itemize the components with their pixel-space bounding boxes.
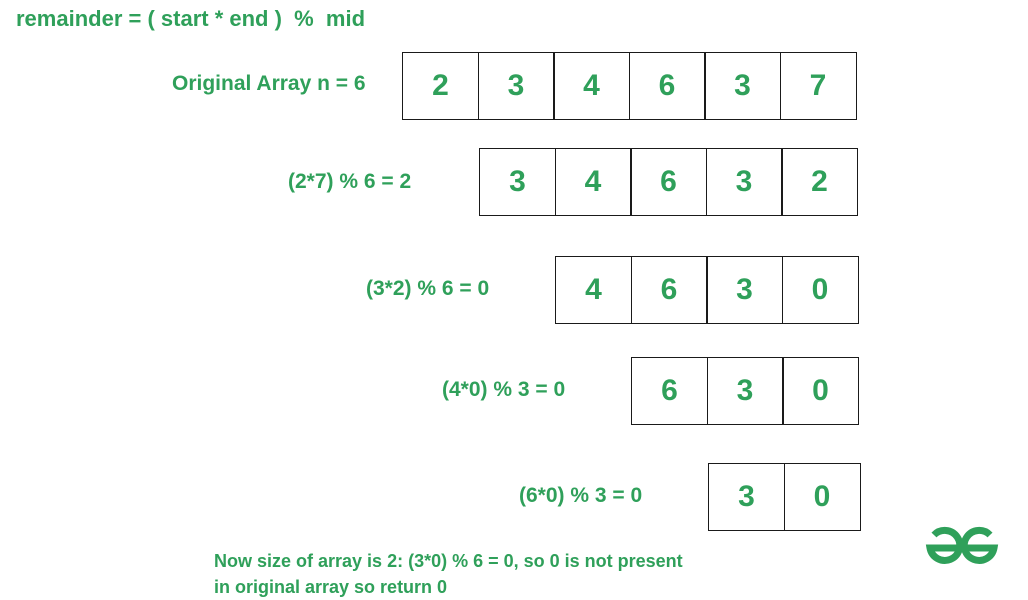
array-cell: 6: [630, 148, 707, 216]
array-cell: 0: [782, 357, 859, 425]
array-row: [479, 148, 858, 216]
gfg-logo-icon: [924, 526, 1000, 570]
array-cell: 3: [478, 52, 555, 120]
array-cell: 3: [706, 148, 783, 216]
array-cell: 0: [784, 463, 861, 531]
step-label: Original Array n = 6: [172, 72, 366, 95]
array-row: [555, 256, 859, 324]
array-cell: 3: [707, 357, 784, 425]
array-cell: 3: [479, 148, 556, 216]
array-cell: 3: [706, 256, 783, 324]
array-cell: 6: [631, 256, 708, 324]
step-label: (3*2) % 6 = 0: [366, 277, 490, 300]
array-row: [402, 52, 857, 120]
array-cell: 0: [782, 256, 859, 324]
array-cell: 4: [553, 52, 630, 120]
array-row: [708, 463, 861, 531]
array-cell: 6: [631, 357, 708, 425]
step-label: (2*7) % 6 = 2: [288, 170, 412, 193]
step-label: (4*0) % 3 = 0: [442, 378, 566, 401]
note-line-1: Now size of array is 2: (3*0) % 6 = 0, so 0 is not present: [214, 551, 683, 571]
array-row: [631, 357, 859, 425]
array-cell: 3: [704, 52, 781, 120]
array-cell: 3: [708, 463, 785, 531]
step-label: (6*0) % 3 = 0: [519, 484, 643, 507]
array-cell: 6: [629, 52, 706, 120]
note-line-2: in original array so return 0: [214, 577, 448, 597]
array-cell: 4: [555, 148, 632, 216]
array-cell: 4: [555, 256, 632, 324]
formula-title: remainder = ( start * end ) % mid: [16, 6, 366, 31]
array-cell: 7: [780, 52, 857, 120]
array-cell: 2: [781, 148, 858, 216]
explanation-note: [214, 548, 683, 600]
array-cell: 2: [402, 52, 479, 120]
